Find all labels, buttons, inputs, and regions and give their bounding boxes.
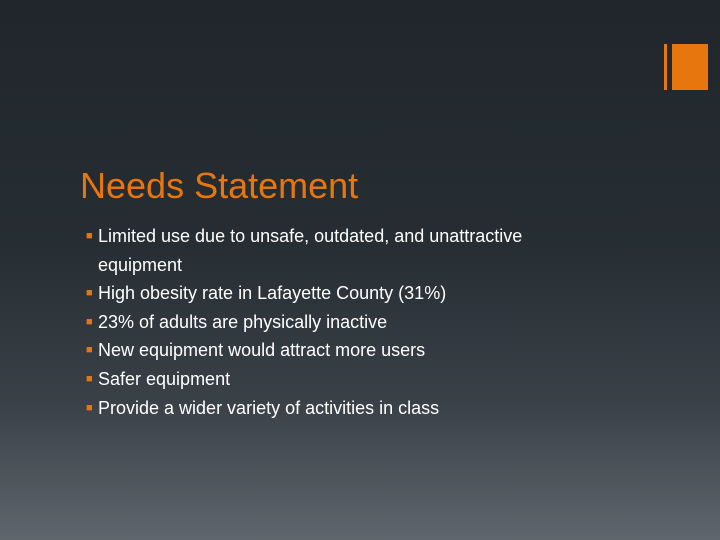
- bullet-text: 23% of adults are physically inactive: [98, 311, 388, 332]
- bullet-text: Limited use due to unsafe, outdated, and unattractive equipment: [98, 226, 523, 275]
- square-bullet-icon: ■: [86, 344, 93, 357]
- slide-title: Needs Statement: [80, 165, 359, 206]
- bullet-text: Provide a wider variety of activities in class: [98, 397, 440, 418]
- bullet-text: New equipment would attract more users: [98, 340, 426, 361]
- bullet-text: High obesity rate in Lafayette County (31%): [98, 283, 447, 304]
- square-bullet-icon: ■: [86, 315, 93, 328]
- bullet-item: [86, 279, 586, 308]
- accent-bar-thin: [664, 44, 667, 90]
- bullet-item: [86, 336, 586, 365]
- bullet-item: [86, 308, 586, 337]
- accent-bar-thick: [672, 44, 708, 90]
- bullet-text: Safer equipment: [98, 368, 231, 389]
- bullet-item: [86, 365, 586, 394]
- bullet-list: [86, 222, 586, 422]
- bullet-item: [86, 394, 586, 423]
- square-bullet-icon: ■: [86, 372, 93, 385]
- bullet-item: [86, 222, 586, 279]
- square-bullet-icon: ■: [86, 230, 93, 242]
- square-bullet-icon: ■: [86, 287, 93, 300]
- square-bullet-icon: ■: [86, 401, 93, 414]
